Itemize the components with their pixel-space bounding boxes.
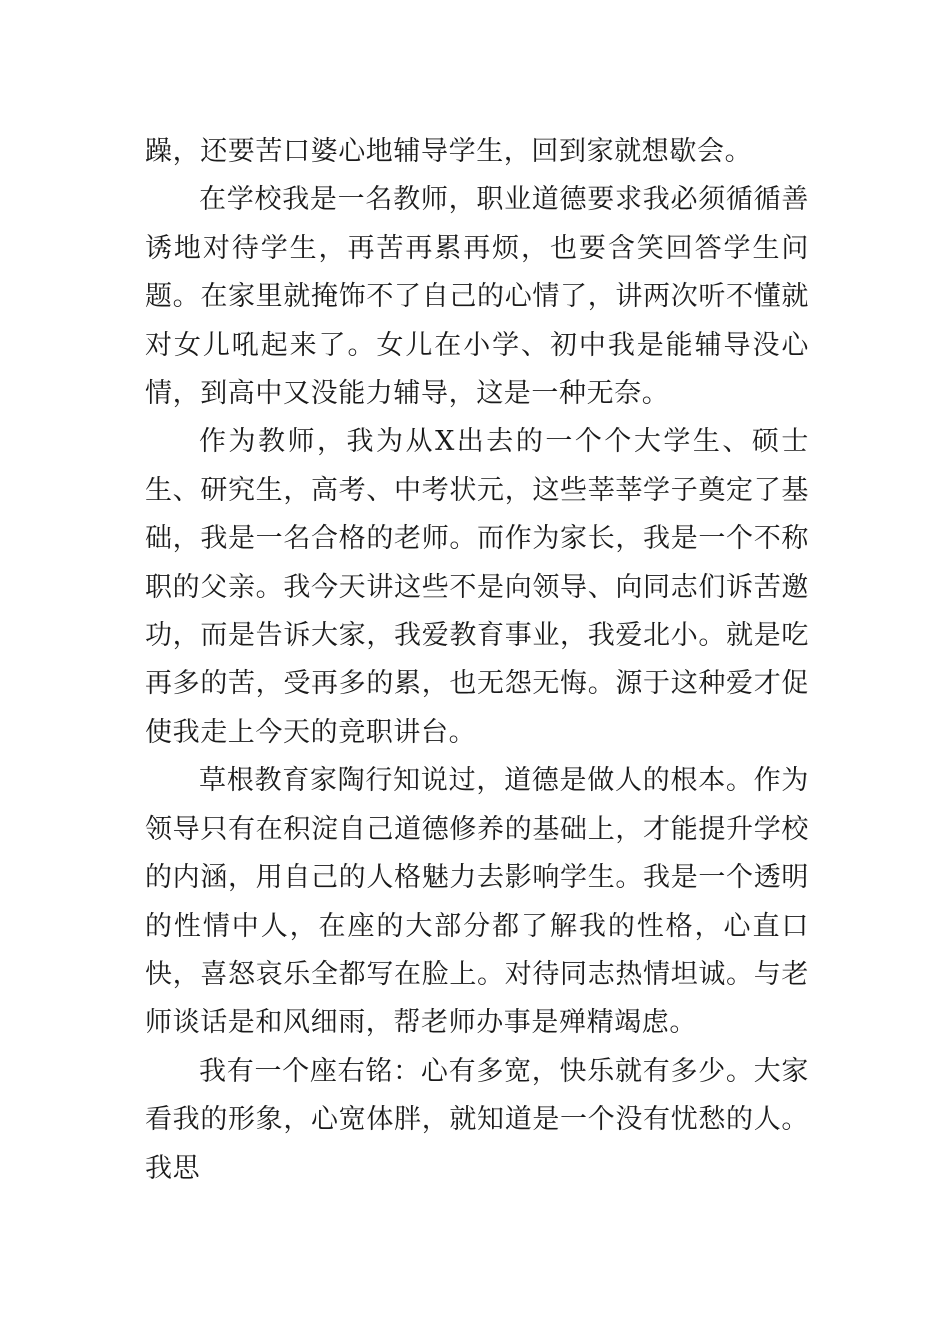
paragraph-morality: 草根教育家陶行知说过，道德是做人的根本。作为领导只有在积淀自己道德修养的基础上，才能提升学校的内涵，用自己的人格魅力去影响学生。我是一个透明的性情中人，在座的大部分都了解我的性格，心直口快，喜怒哀乐全都写在脸上。对待同志热情坦诚。与老师谈话是和风细雨，帮老师办事是殚精竭虑。 xyxy=(145,765,809,1039)
paragraph-teacher-duty: 在学校我是一名教师，职业道德要求我必须循循善诱地对待学生，再苦再累再烦，也要含笑回答学生问题。在家里就掩饰不了自己的心情了，讲两次听不懂就对女儿吼起来了。女儿在小学、初中我是能辅导没心情，到高中又没能力辅导，这是一种无奈。 xyxy=(145,184,809,410)
document-body xyxy=(145,128,809,1193)
paragraph-as-teacher: 作为教师，我为从X出去的一个个大学生、硕士生、研究生，高考、中考状元，这些莘莘学子奠定了基础，我是一名合格的老师。而作为家长，我是一个不称职的父亲。我今天讲这些不是向领导、向同志们诉苦邀功，而是告诉大家，我爱教育事业，我爱北小。就是吃再多的苦，受再多的累，也无怨无悔。源于这种爱才促使我走上今天的竞职讲台。 xyxy=(145,426,809,748)
paragraph-motto: 我有一个座右铭：心有多宽，快乐就有多少。大家看我的形象，心宽体胖，就知道是一个没有忧愁的人。我思 xyxy=(145,1055,809,1184)
paragraph-continuation: 躁，还要苦口婆心地辅导学生，回到家就想歇会。 xyxy=(145,136,753,167)
